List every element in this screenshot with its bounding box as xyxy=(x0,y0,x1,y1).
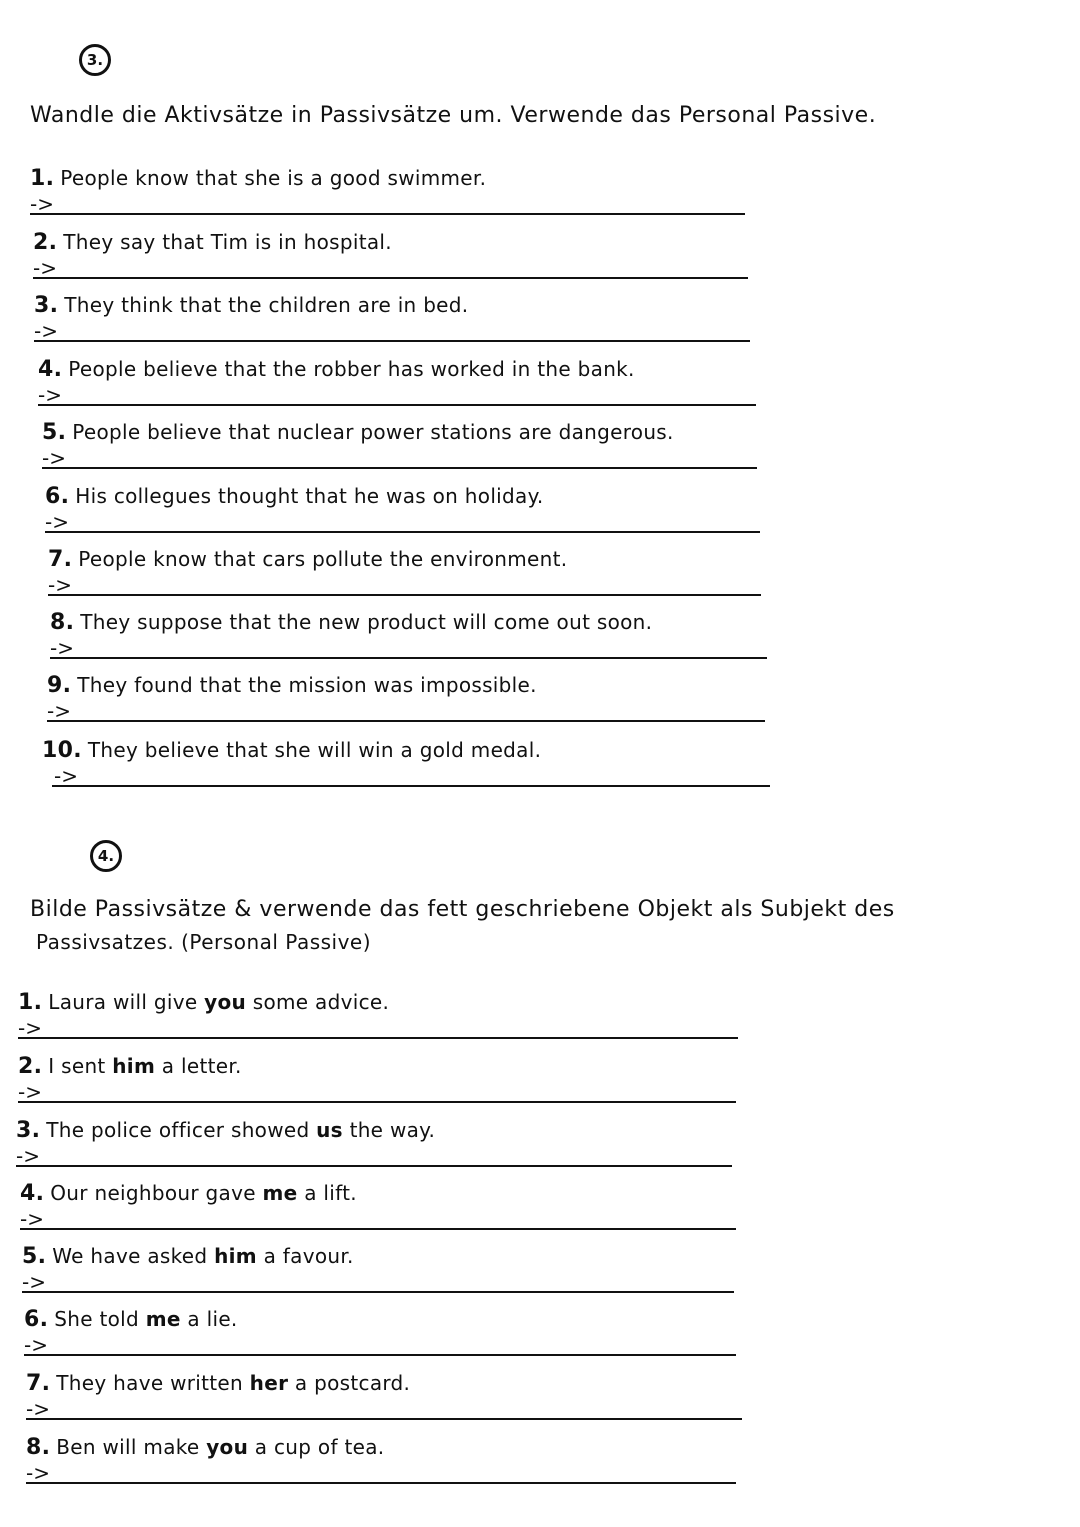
section-4-instruction-line-1: Bilde Passivsätze & verwende das fett geschriebene Objekt als Subjekt des xyxy=(30,897,895,922)
bold-object: him xyxy=(214,1244,257,1268)
item-text-after: a postcard. xyxy=(294,1371,411,1395)
item-text-before: The police officer showed xyxy=(46,1118,310,1142)
bold-object: you xyxy=(204,990,247,1014)
item-text-before: Ben will make xyxy=(56,1435,200,1459)
answer-line[interactable] xyxy=(50,657,767,659)
arrow-icon: -> xyxy=(22,1270,46,1294)
item-text-after: a cup of tea. xyxy=(254,1435,385,1459)
item-text-before: Laura will give xyxy=(48,990,198,1014)
exercise-4-item xyxy=(18,1054,736,1116)
item-number: 7. xyxy=(26,1371,51,1396)
bold-object: him xyxy=(112,1054,156,1078)
exercise-3-item xyxy=(42,738,770,800)
item-text-after: the way. xyxy=(349,1118,436,1142)
arrow-icon: -> xyxy=(47,699,71,723)
item-text-after: a lie. xyxy=(187,1307,238,1331)
exercise-3-item xyxy=(45,484,760,546)
answer-line[interactable] xyxy=(33,277,748,279)
arrow-icon: -> xyxy=(26,1397,50,1421)
answer-line[interactable] xyxy=(18,1101,736,1103)
item-number: 5. xyxy=(22,1244,47,1269)
answer-line[interactable] xyxy=(34,340,750,342)
item-number: 3. xyxy=(34,293,59,318)
exercise-3-item xyxy=(34,293,750,355)
item-sentence: They believe that she will win a gold medal. xyxy=(87,738,542,762)
arrow-icon: -> xyxy=(16,1144,40,1168)
item-number: 6. xyxy=(24,1307,49,1332)
section-3-instruction: Wandle die Aktivsätze in Passivsätze um. Verwende das Personal Passive. xyxy=(30,103,877,128)
item-sentence: They found that the mission was impossible. xyxy=(77,673,537,697)
exercise-4-item xyxy=(20,1181,736,1243)
item-sentence: People believe that nuclear power stations are dangerous. xyxy=(72,420,674,444)
item-text-after: some advice. xyxy=(252,990,390,1014)
item-sentence: People know that she is a good swimmer. xyxy=(60,166,487,190)
arrow-icon: -> xyxy=(26,1461,50,1485)
item-number: 10. xyxy=(42,738,82,763)
answer-line[interactable] xyxy=(52,785,770,787)
item-number: 5. xyxy=(42,420,67,445)
item-text-before: We have asked xyxy=(52,1244,208,1268)
item-sentence: They say that Tim is in hospital. xyxy=(63,230,392,254)
answer-line[interactable] xyxy=(26,1482,736,1484)
answer-line[interactable] xyxy=(20,1228,736,1230)
exercise-3-item xyxy=(42,420,757,482)
item-number: 2. xyxy=(18,1054,43,1079)
exercise-3-item xyxy=(30,166,745,228)
bold-object: me xyxy=(262,1181,298,1205)
arrow-icon: -> xyxy=(50,636,74,660)
arrow-icon: -> xyxy=(18,1016,42,1040)
arrow-icon: -> xyxy=(34,319,58,343)
item-text-before: They have written xyxy=(56,1371,243,1395)
item-number: 3. xyxy=(16,1118,41,1143)
arrow-icon: -> xyxy=(45,510,69,534)
item-text-before: Our neighbour gave xyxy=(50,1181,256,1205)
arrow-icon: -> xyxy=(54,764,78,788)
bold-object: her xyxy=(249,1371,289,1395)
exercise-3-item xyxy=(47,673,765,735)
exercise-4-item xyxy=(26,1371,742,1433)
item-sentence: People know that cars pollute the environment. xyxy=(78,547,568,571)
item-text-before: She told xyxy=(54,1307,140,1331)
item-number: 2. xyxy=(33,230,58,255)
item-number: 6. xyxy=(45,484,70,509)
arrow-icon: -> xyxy=(30,192,54,216)
answer-line[interactable] xyxy=(48,594,761,596)
item-number: 4. xyxy=(20,1181,45,1206)
item-text-after: a lift. xyxy=(304,1181,357,1205)
exercise-4-item xyxy=(18,990,738,1052)
item-number: 8. xyxy=(26,1435,51,1460)
answer-line[interactable] xyxy=(26,1418,742,1420)
answer-line[interactable] xyxy=(24,1354,736,1356)
answer-line[interactable] xyxy=(38,404,756,406)
answer-line[interactable] xyxy=(18,1037,738,1039)
answer-line[interactable] xyxy=(42,467,757,469)
bold-object: me xyxy=(145,1307,181,1331)
section-3-number: 3. xyxy=(79,44,111,76)
item-sentence: People believe that the robber has worked in the bank. xyxy=(68,357,635,381)
arrow-icon: -> xyxy=(48,573,72,597)
arrow-icon: -> xyxy=(42,446,66,470)
exercise-4-item xyxy=(26,1435,736,1497)
answer-line[interactable] xyxy=(47,720,765,722)
item-number: 8. xyxy=(50,610,75,635)
answer-line[interactable] xyxy=(45,531,760,533)
item-sentence: His collegues thought that he was on holiday. xyxy=(75,484,544,508)
exercise-4-item xyxy=(24,1307,736,1369)
arrow-icon: -> xyxy=(24,1333,48,1357)
exercise-4-item xyxy=(22,1244,734,1306)
section-4-number: 4. xyxy=(90,840,122,872)
item-number: 7. xyxy=(48,547,73,572)
arrow-icon: -> xyxy=(18,1080,42,1104)
item-number: 4. xyxy=(38,357,63,382)
item-sentence: They suppose that the new product will come out soon. xyxy=(80,610,653,634)
answer-line[interactable] xyxy=(16,1165,732,1167)
arrow-icon: -> xyxy=(38,383,62,407)
exercise-3-item xyxy=(48,547,761,609)
answer-line[interactable] xyxy=(22,1291,734,1293)
item-number: 1. xyxy=(30,166,55,191)
exercise-3-item xyxy=(38,357,756,419)
answer-line[interactable] xyxy=(30,213,745,215)
exercise-3-item xyxy=(33,230,748,292)
exercise-4-item xyxy=(16,1118,732,1180)
section-4-instruction-line-2: Passivsatzes. (Personal Passive) xyxy=(36,930,372,954)
item-sentence: They think that the children are in bed. xyxy=(64,293,469,317)
item-number: 9. xyxy=(47,673,72,698)
item-number: 1. xyxy=(18,990,43,1015)
item-text-after: a letter. xyxy=(161,1054,242,1078)
arrow-icon: -> xyxy=(20,1207,44,1231)
item-text-after: a favour. xyxy=(263,1244,354,1268)
exercise-3-item xyxy=(50,610,767,672)
arrow-icon: -> xyxy=(33,256,57,280)
bold-object: you xyxy=(206,1435,249,1459)
bold-object: us xyxy=(316,1118,343,1142)
item-text-before: I sent xyxy=(48,1054,106,1078)
